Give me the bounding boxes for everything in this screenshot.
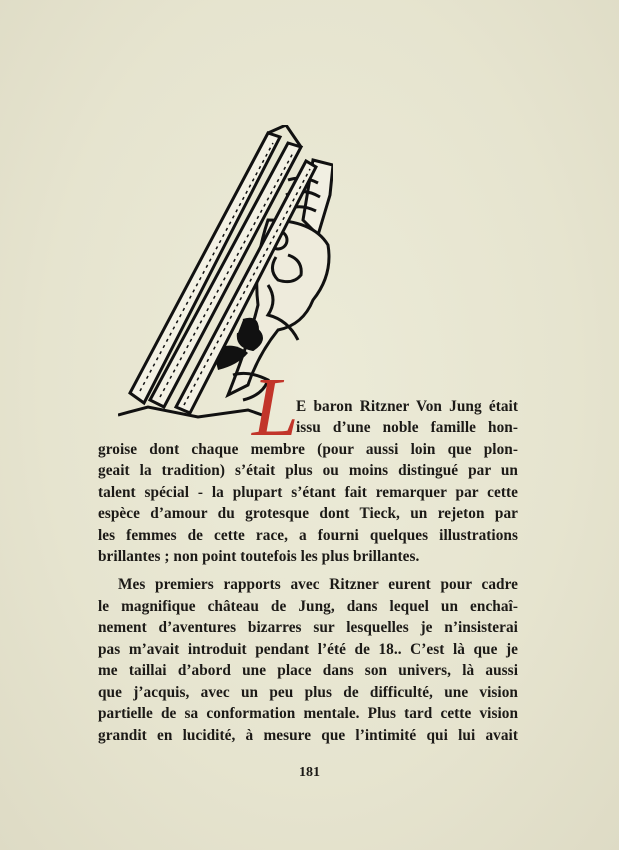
paragraph-1-line-5: talent spécial - la plupart s’étant fait remarquer par cette — [98, 484, 518, 501]
paragraph-2-line-5: me taillai d’abord une place dans son univers, là aussi — [98, 662, 518, 679]
paragraph-1-line-7: les femmes de cette race, a fourni quelques illustrations — [98, 527, 518, 544]
paragraph-1-line-3: groise dont chaque membre (pour aussi loin que plon- — [98, 441, 518, 458]
paragraph-2-line-2: le magnifique château de Jung, dans lequel un enchaî- — [98, 598, 518, 615]
paragraph-2-line-8: grandit en lucidité, à mesure que l’intimité qui lui avait — [98, 727, 518, 744]
paragraph-1-line-4: geait la tradition) s’était plus ou moins distingué par un — [98, 462, 518, 479]
paragraph-1-line-6: espèce d’amour du grotesque dont Tieck, un rejeton par — [98, 505, 518, 522]
page-number: 181 — [299, 765, 320, 780]
paragraph-1-line-8: brillantes ; non point toutefois les plus brillantes. — [98, 548, 420, 565]
paragraph-2-line-4: pas m’avait introduit pendant l’été de 18.. C’est là que je — [98, 641, 518, 658]
paragraph-1-line-2: issu d’une noble famille hon- — [296, 419, 518, 436]
decorative-illustration — [118, 125, 333, 420]
paragraph-2-line-7: partielle de sa conformation mentale. Plus tard cette vision — [98, 705, 518, 722]
paragraph-2-line-6: que j’acquis, avec un peu plus de difficulté, une vision — [98, 684, 518, 701]
paragraph-2-line-1: Mes premiers rapports avec Ritzner eurent pour cadre — [118, 576, 518, 593]
drop-cap-letter: L — [252, 361, 299, 454]
paragraph-1-line-1: E baron Ritzner Von Jung était — [296, 398, 518, 415]
paragraph-2-line-3: nement d’aventures bizarres sur lesquelles je n’insisterai — [98, 619, 518, 636]
